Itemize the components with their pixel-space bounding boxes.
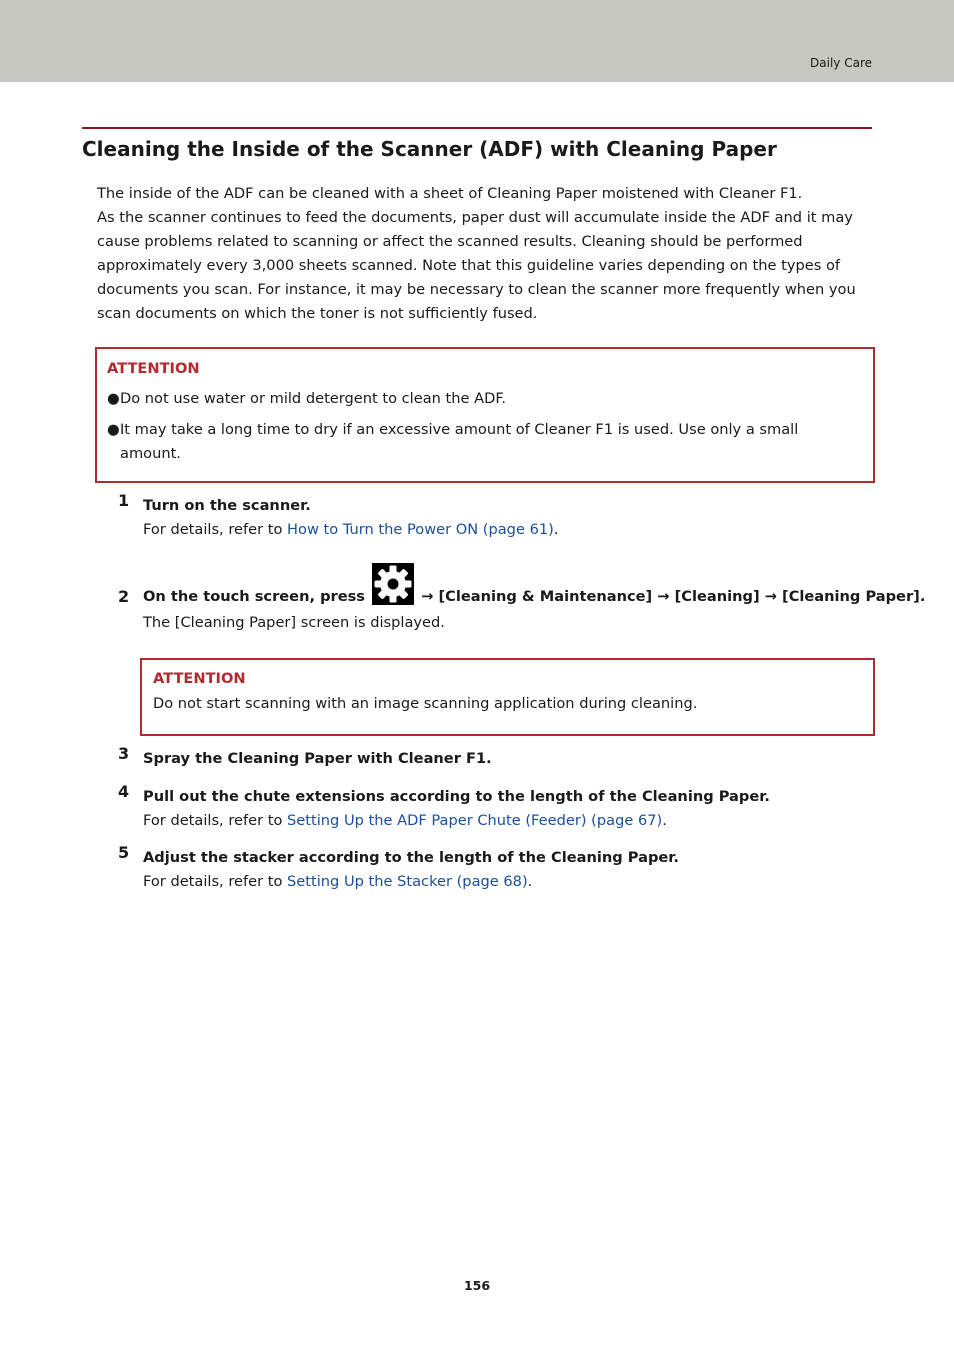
step-detail-suffix: . <box>662 812 667 829</box>
bullet-dot-icon: ● <box>107 390 120 407</box>
attention-item <box>107 418 863 466</box>
stacker-link[interactable]: Setting Up the Stacker (page 68) <box>287 873 528 890</box>
step-number: 2 <box>118 587 130 606</box>
power-on-link[interactable]: How to Turn the Power ON (page 61) <box>287 521 554 538</box>
intro-text <box>97 182 872 326</box>
step-title: Spray the Cleaning Paper with Cleaner F1. <box>143 750 492 767</box>
page-title: Cleaning the Inside of the Scanner (ADF) with Cleaning Paper <box>82 137 777 161</box>
step-detail-text: For details, refer to <box>143 521 288 538</box>
step-detail-text: For details, refer to <box>143 812 288 829</box>
attention-box-adf <box>95 347 875 483</box>
step-detail <box>143 870 878 894</box>
step-2 <box>118 563 926 635</box>
title-rule <box>82 127 872 129</box>
step-title <box>143 563 926 609</box>
attention-title: ATTENTION <box>153 670 246 687</box>
step-4 <box>118 782 878 833</box>
step-1 <box>118 491 878 542</box>
step-number: 5 <box>118 843 130 862</box>
adf-paper-chute-link[interactable]: Setting Up the ADF Paper Chute (Feeder) (page 67) <box>287 812 663 829</box>
bullet-dot-icon: ● <box>107 421 120 438</box>
step-number: 4 <box>118 782 130 801</box>
step-detail-suffix: . <box>527 873 533 890</box>
intro-line-2: As the scanner continues to feed the documents, paper dust will accumulate inside the ADF and it may cause problems related to scanning or affect the scanned results. Cleaning should be performed approximately every 3,000 sheets scanned. Note that this guideline varies depending on the types of documents you scan. For instance, it may be necessary to clean the scanner more frequently when you scan documents on which the toner is not sufficiently fused. <box>97 209 856 322</box>
attention-box-scanning <box>140 658 875 736</box>
attention-text: Do not start scanning with an image scanning application during cleaning. <box>153 695 698 712</box>
intro-line-1: The inside of the ADF can be cleaned with a sheet of Cleaning Paper moistened with Cleaner F1. <box>97 185 803 202</box>
step-detail <box>143 518 878 542</box>
step-detail-suffix: . <box>553 521 559 538</box>
gear-icon <box>372 563 414 605</box>
step-title: Turn on the scanner. <box>143 497 311 514</box>
step-5 <box>118 843 878 894</box>
step-title: Pull out the chute extensions according to the length of the Cleaning Paper. <box>143 788 770 805</box>
step-title-prefix: On the touch screen, press <box>143 588 365 605</box>
attention-item-text: Do not use water or mild detergent to clean the ADF. <box>120 390 507 407</box>
step-3 <box>118 744 878 771</box>
attention-item <box>107 387 863 411</box>
step-number: 3 <box>118 744 130 763</box>
section-label: Daily Care <box>810 56 872 70</box>
attention-title: ATTENTION <box>107 360 200 377</box>
step-detail: The [Cleaning Paper] screen is displayed. <box>143 614 445 631</box>
attention-item-text: It may take a long time to dry if an excessive amount of Cleaner F1 is used. Use only a small amount. <box>120 421 799 462</box>
page-number: 156 <box>463 1278 491 1293</box>
step-title: Adjust the stacker according to the length of the Cleaning Paper. <box>143 849 679 866</box>
step-detail-text: For details, refer to <box>143 873 288 890</box>
step-detail <box>143 809 878 833</box>
step-title-suffix: → [Cleaning & Maintenance] → [Cleaning] → [Cleaning Paper]. <box>421 588 926 605</box>
step-number: 1 <box>118 491 130 510</box>
